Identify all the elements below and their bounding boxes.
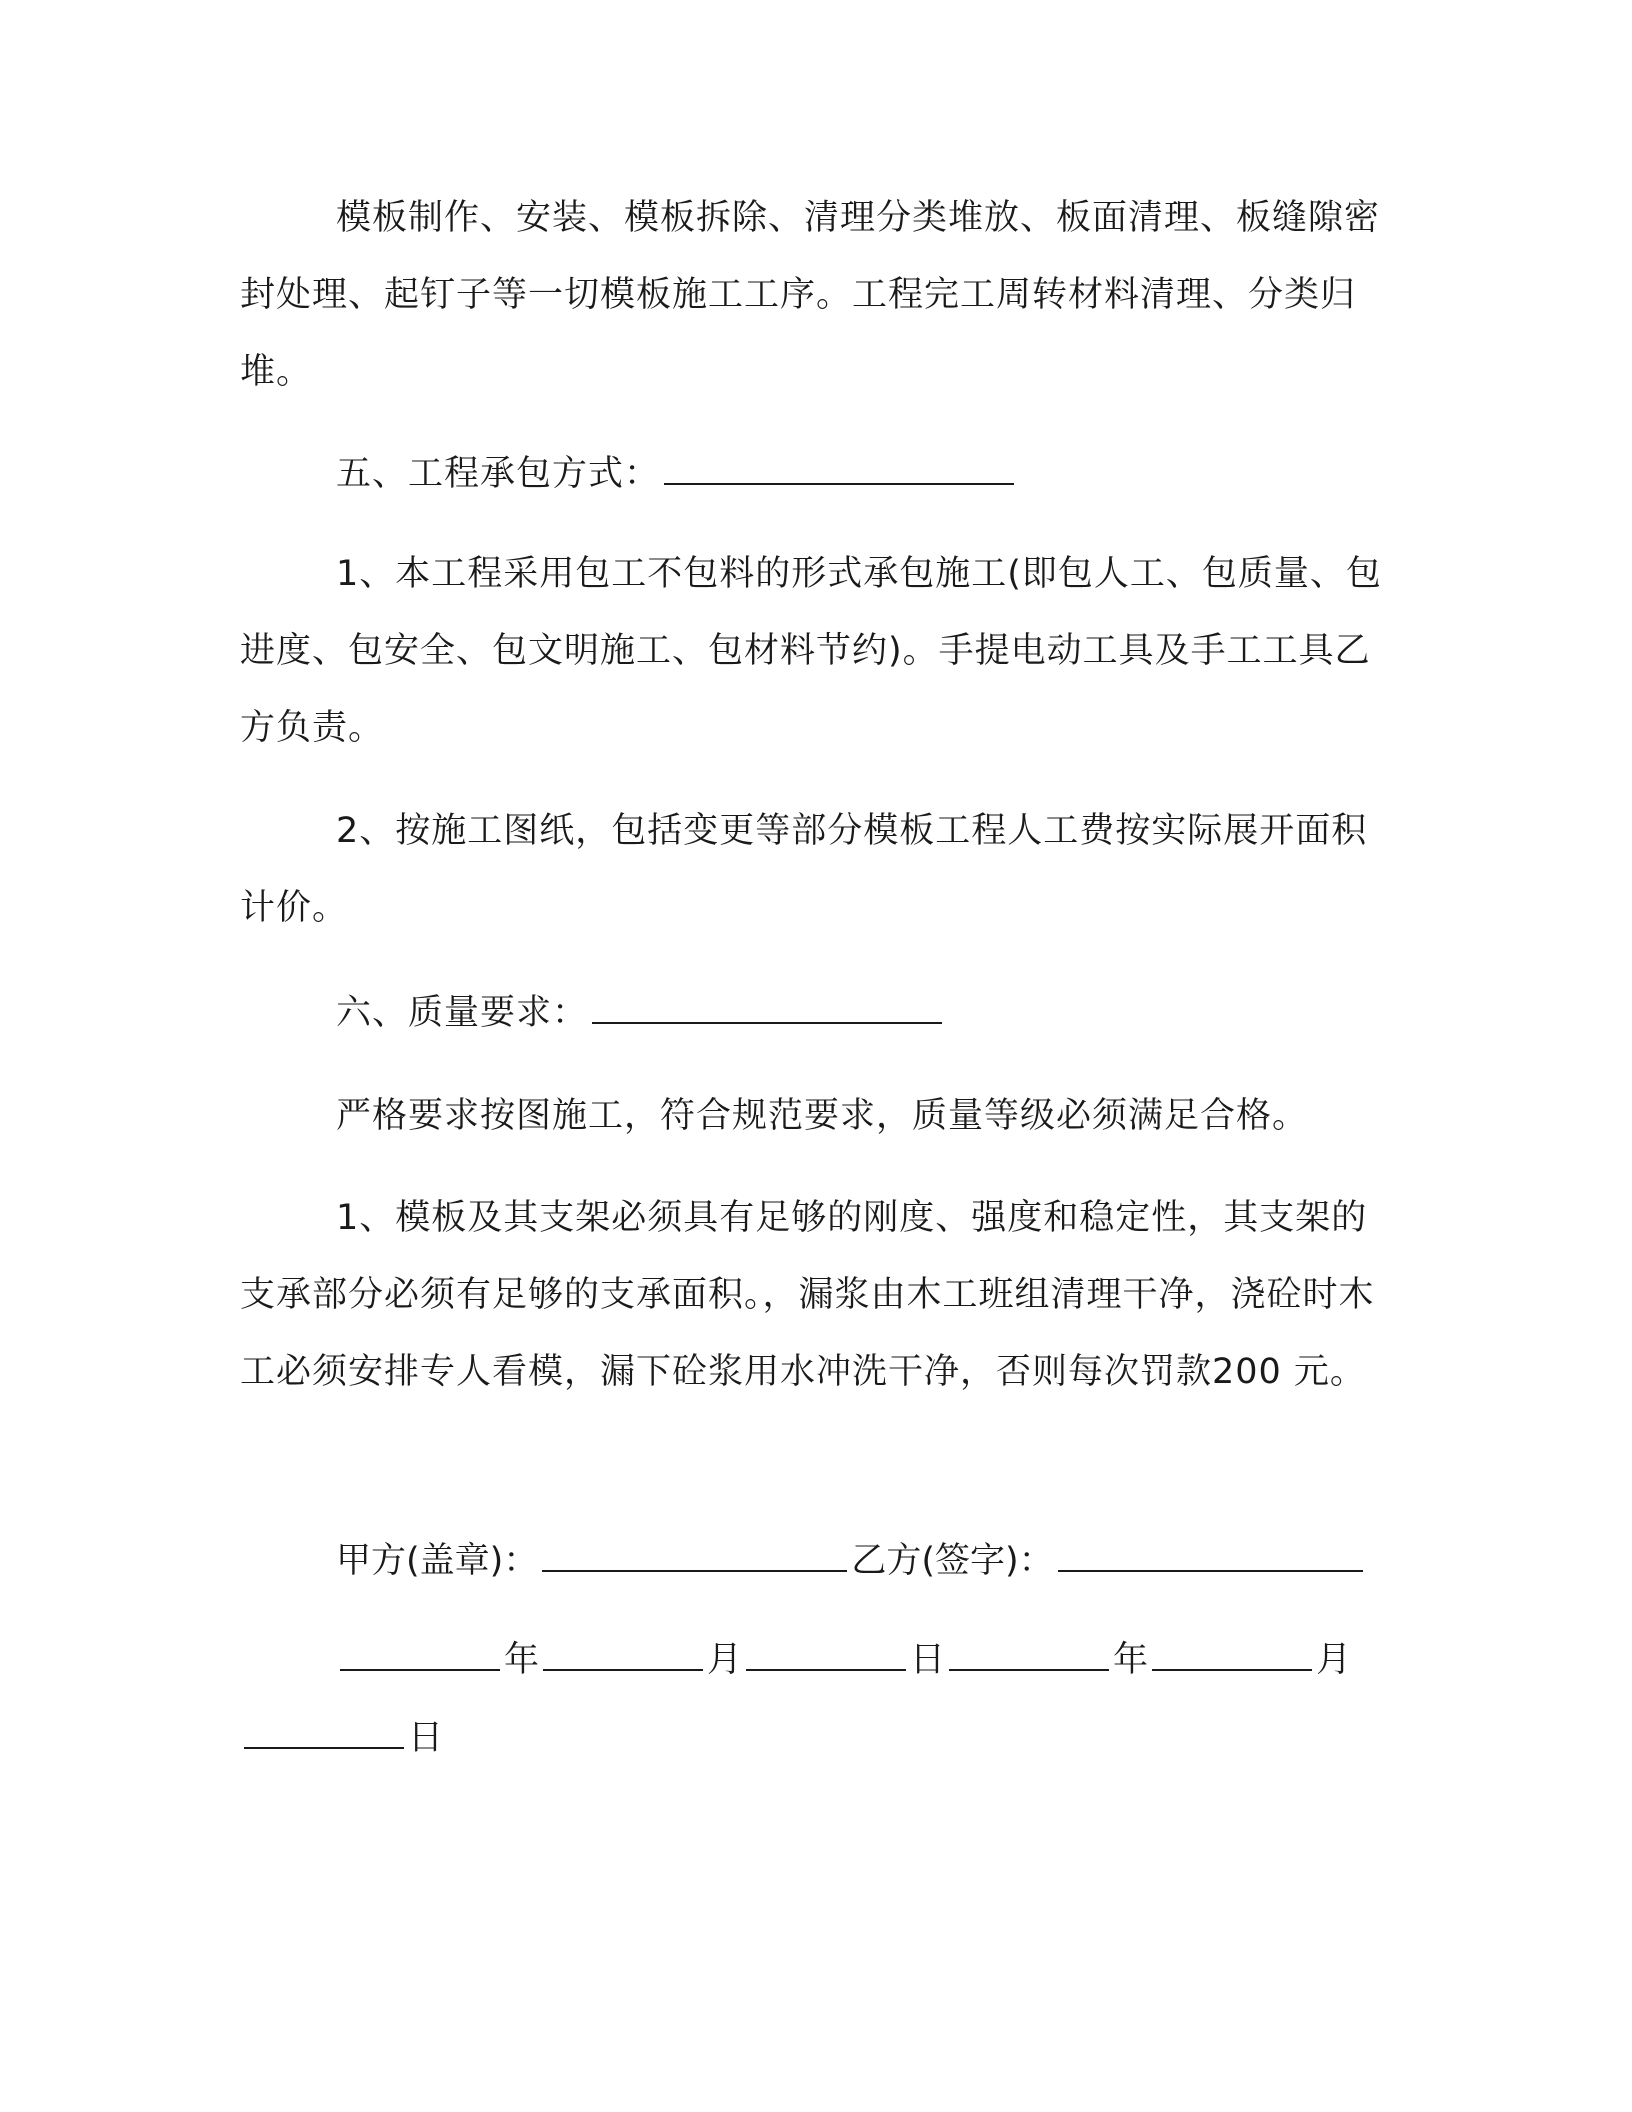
section-six-label: 六、质量要求： [336, 993, 589, 1033]
party-b-label: 乙方(签字)： [851, 1541, 1054, 1581]
paragraph-quality-item-1: 1、模板及其支架必须具有足够的刚度、强度和稳定性，其支架的支承部分必须有足够的支承面积。，漏浆由木工班组清理干净，浇砼时木工必须安排专人看模，漏下砼浆用水冲洗干净，否则每次罚款200 元。 [240, 1198, 1375, 1392]
paragraph-quality-summary: 严格要求按图施工，符合规范要求，质量等级必须满足合格。 [336, 1096, 1309, 1136]
month-blank-a[interactable] [543, 1639, 703, 1671]
date-row-1 [336, 1622, 1351, 1699]
month-blank-b[interactable] [1152, 1639, 1312, 1671]
day-blank-b[interactable] [244, 1717, 404, 1749]
date-row-2 [240, 1700, 443, 1777]
year-blank-b[interactable] [949, 1639, 1109, 1671]
section-five-label: 五、工程承包方式： [336, 454, 661, 494]
contract-method-blank[interactable] [664, 453, 1014, 485]
quality-requirement-blank[interactable] [592, 992, 942, 1024]
paragraph-work-scope: 模板制作、安装、模板拆除、清理分类堆放、板面清理、板缝隙密封处理、起钉子等一切模板施工工序。工程完工周转材料清理、分类归堆。 [240, 198, 1381, 392]
party-a-signature-blank[interactable] [542, 1540, 847, 1572]
month-label-a: 月 [707, 1640, 743, 1680]
section-five-heading [240, 436, 1400, 513]
year-blank-a[interactable] [340, 1639, 500, 1671]
paragraph-contract-item-1: 1、本工程采用包工不包料的形式承包施工(即包人工、包质量、包进度、包安全、包文明施工、包材料节约)。手提电动工具及手工工具乙方负责。 [240, 554, 1382, 748]
month-label-b: 月 [1316, 1640, 1352, 1680]
year-label-b: 年 [1113, 1640, 1149, 1680]
day-label-b: 日 [408, 1718, 444, 1758]
party-a-label: 甲方(盖章)： [336, 1541, 539, 1581]
day-blank-a[interactable] [746, 1639, 906, 1671]
day-label-a: 日 [910, 1640, 946, 1680]
signature-row [336, 1523, 1367, 1600]
section-six-heading [240, 975, 1400, 1052]
year-label-a: 年 [504, 1640, 540, 1680]
paragraph-contract-item-2: 2、按施工图纸，包括变更等部分模板工程人工费按实际展开面积计价。 [240, 811, 1368, 928]
party-b-signature-blank[interactable] [1058, 1540, 1363, 1572]
